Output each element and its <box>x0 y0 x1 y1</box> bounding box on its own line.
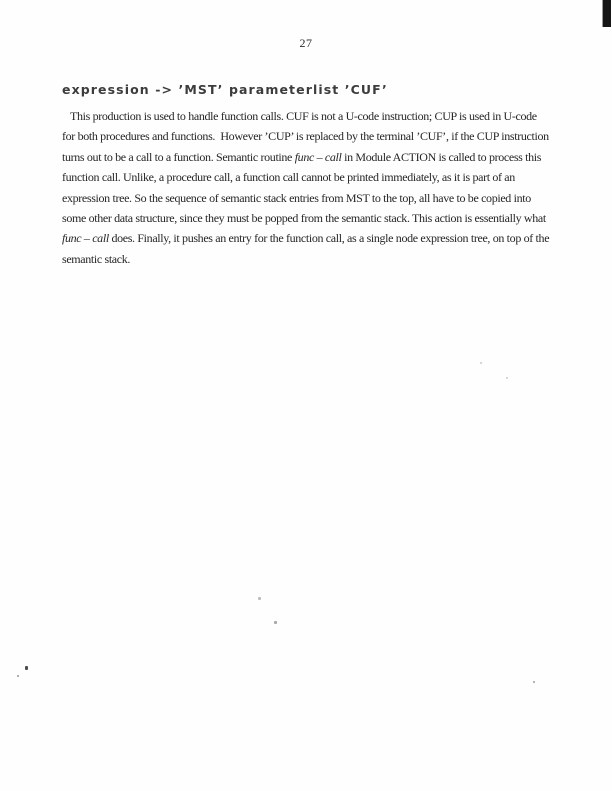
text-segment: for both procedures and functions. However ’CUP’ is replaced by the terminal ’CUF’, if the CUP instruction <box>62 129 549 144</box>
text-line <box>62 228 549 248</box>
text-line <box>62 208 549 228</box>
scan-speck <box>533 681 535 683</box>
text-line <box>62 188 549 208</box>
page-number: 27 <box>299 36 313 50</box>
scan-speck <box>258 597 261 600</box>
text-line <box>62 126 549 146</box>
text-segment: in Module ACTION is called to process this <box>341 149 542 164</box>
text-line <box>62 147 549 167</box>
italic-term: func – call <box>62 231 109 246</box>
text-segment: expression tree. So the sequence of semantic stack entries from MST to the top, all have to be copied into <box>62 190 531 205</box>
scan-speck <box>25 666 28 670</box>
scan-artifact-corner-mark <box>603 0 611 27</box>
text-segment: does. Finally, it pushes an entry for the function call, as a single node expression tree, on top of the <box>108 231 550 246</box>
scan-speck <box>274 621 277 624</box>
italic-term: func – call <box>294 149 342 164</box>
scan-speck <box>17 675 19 677</box>
body-paragraph <box>62 106 549 269</box>
production-rule-heading: expression -> ’MST’ parameterlist ’CUF’ <box>62 82 388 97</box>
text-line <box>62 249 549 269</box>
text-segment: turns out to be a call to a function. Semantic routine <box>62 149 295 164</box>
text-line <box>62 106 549 126</box>
scan-speck <box>480 362 482 364</box>
text-segment: This production is used to handle function calls. CUF is not a U-code instruction; CUP is used in U-code <box>70 109 537 123</box>
scan-speck <box>506 377 508 379</box>
text-line <box>62 167 549 187</box>
text-segment: semantic stack. <box>62 251 131 266</box>
text-segment: function call. Unlike, a procedure call, a function call cannot be printed immediately, as it is part of an <box>62 170 515 185</box>
text-segment: some other data structure, since they must be popped from the semantic stack. This action is essentially what <box>62 210 546 225</box>
